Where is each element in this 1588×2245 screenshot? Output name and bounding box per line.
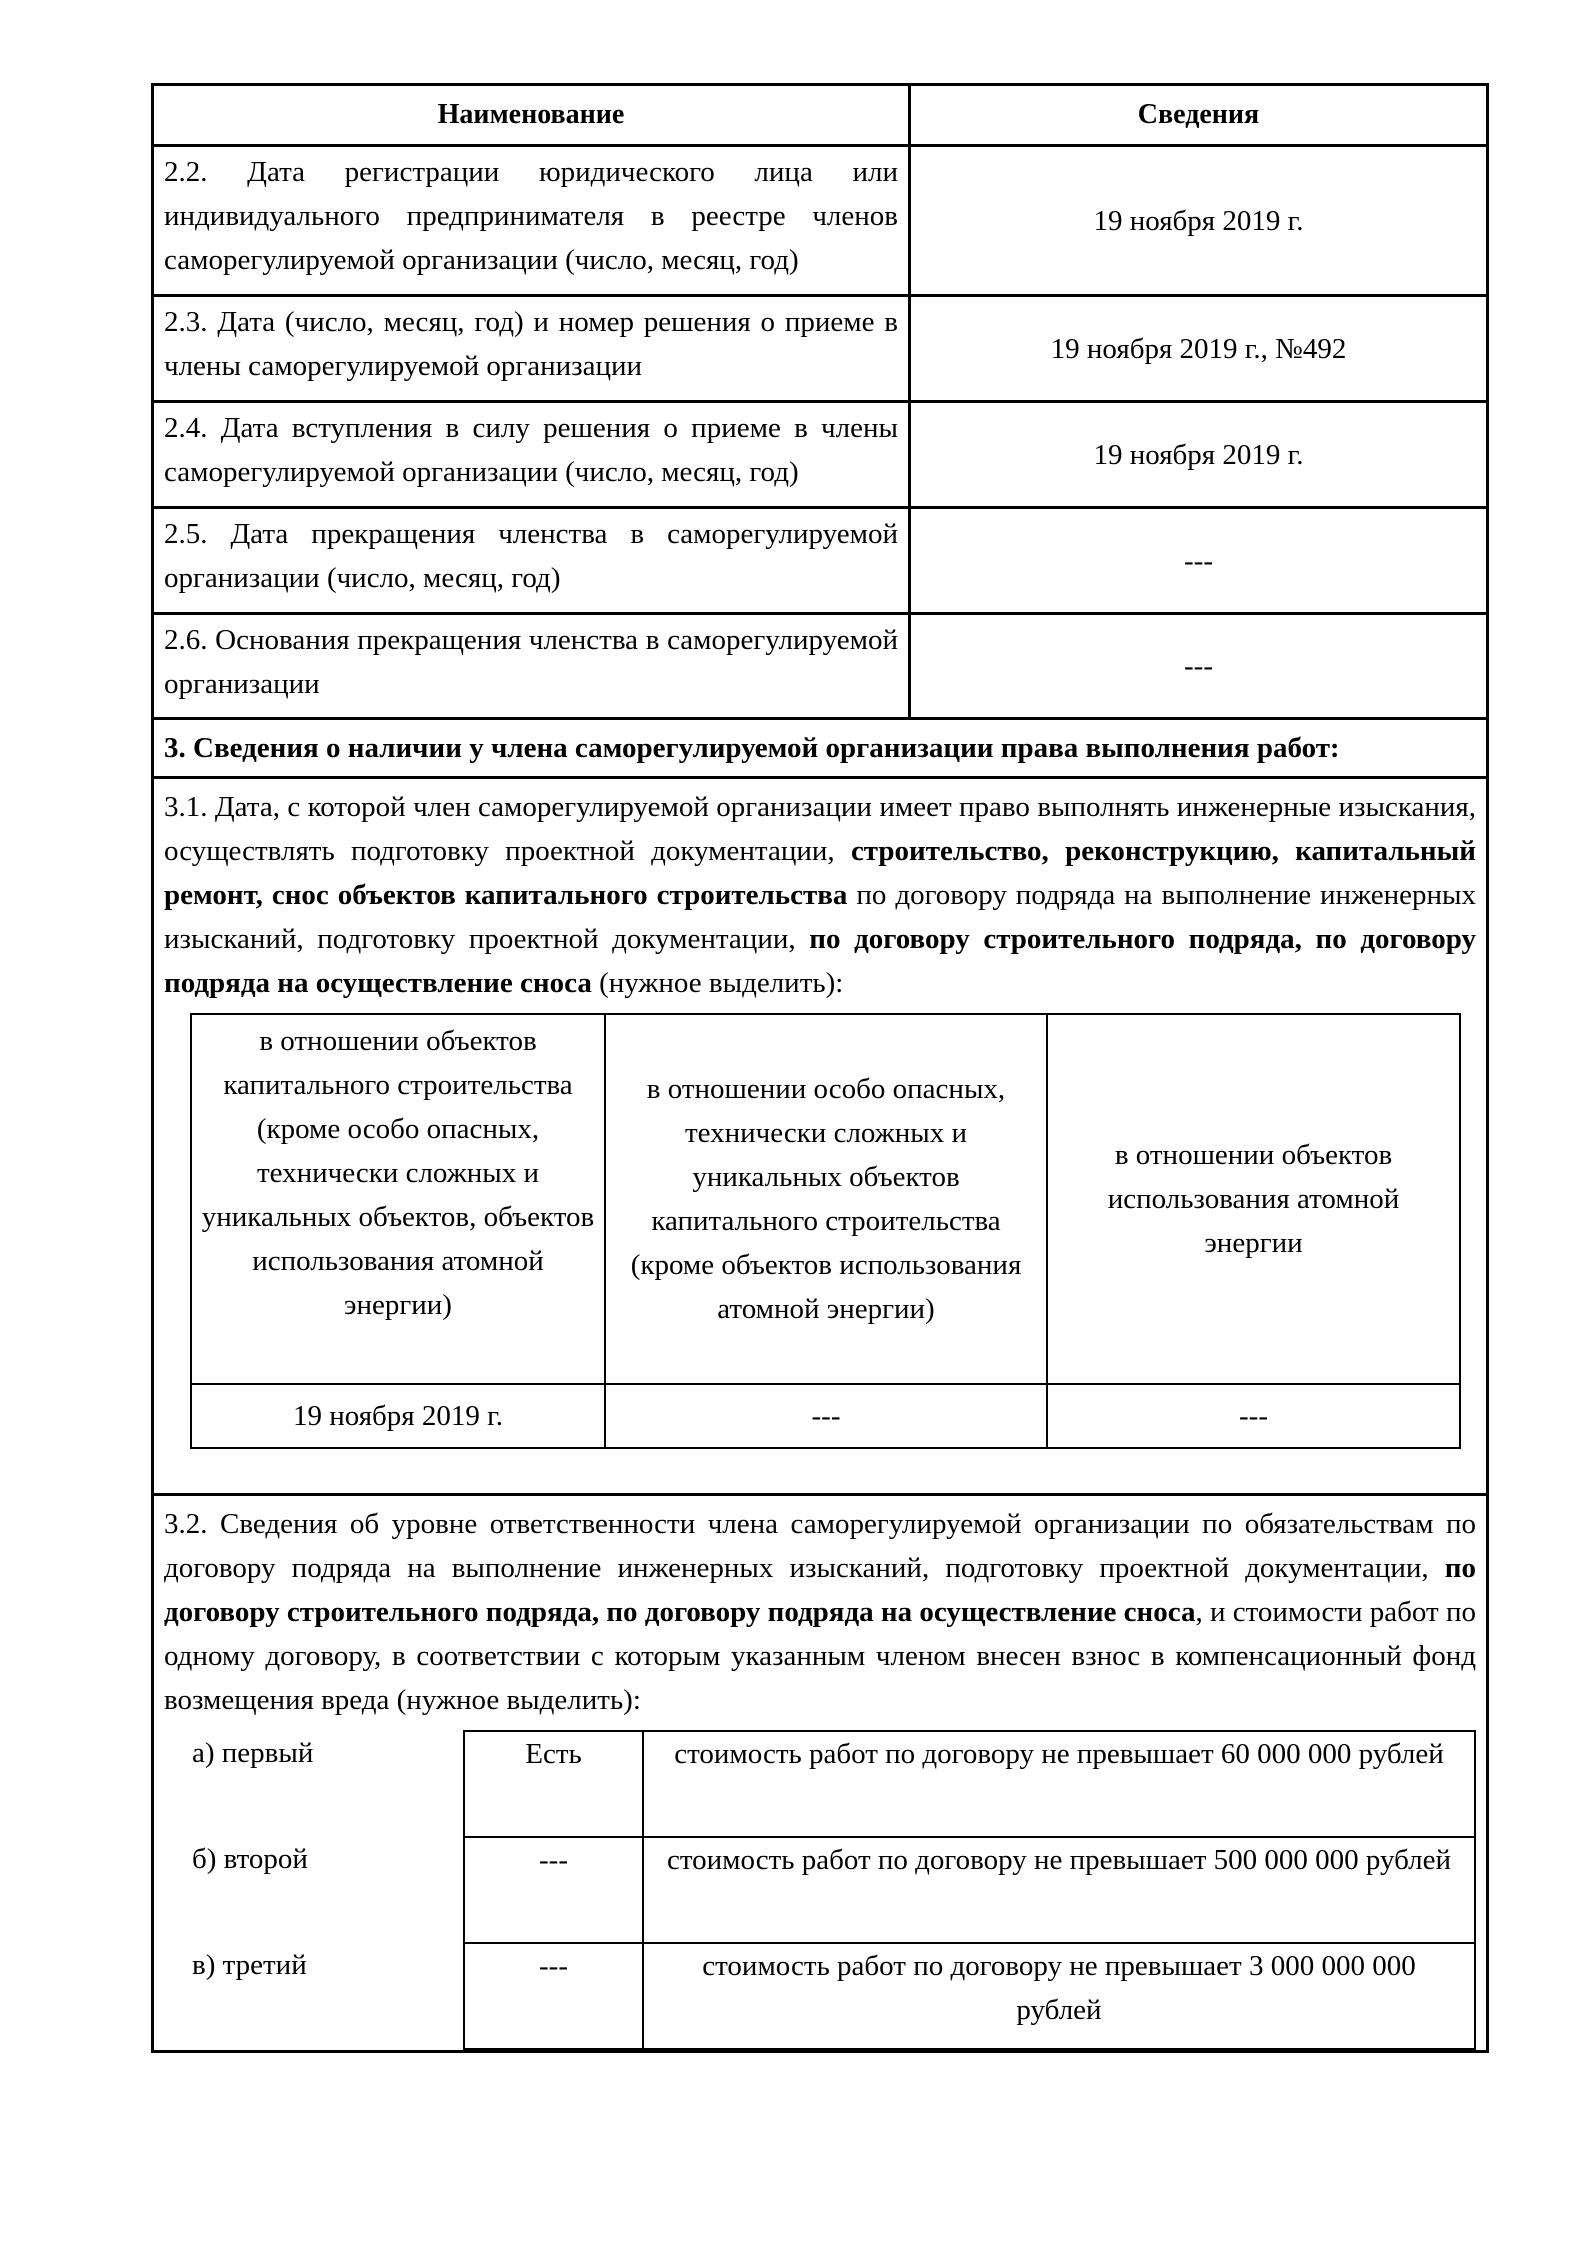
- bold-text: по договору строительного подряда, по договору подряда на осуществление сноса: [164, 923, 1476, 999]
- level-description: стоимость работ по договору не превышает 3 000 000 000 рублей: [643, 1943, 1475, 2049]
- level-description: стоимость работ по договору не превышает 500 000 000 рублей: [643, 1837, 1475, 1943]
- row-name-2-6: 2.6. Основания прекращения членства в саморегулируемой организации: [153, 614, 910, 719]
- liability-level-row: [174, 1837, 1475, 1943]
- row-value-2-6: ---: [910, 614, 1488, 719]
- table-row: [153, 296, 1488, 402]
- text: 3.2. Сведения об уровне ответственности члена саморегулируемой организации по обязательствам по договору подряда на выполнение инженерных изысканий, подготовку проектной документации,: [164, 1508, 1476, 1584]
- row-value-2-3: 19 ноября 2019 г., №492: [910, 296, 1488, 402]
- row-name-2-2: 2.2. Дата регистрации юридического лица или индивидуального предпринимателя в реестре членов саморегулируемой организации (число, месяц, год): [153, 146, 910, 296]
- header-row: [153, 85, 1488, 146]
- work-rights-header-row: [191, 1014, 1460, 1384]
- section-3-2-row: [153, 1495, 1488, 2052]
- section-3-1-paragraph: [164, 785, 1476, 1005]
- level-label: б) второй: [192, 1843, 308, 1875]
- column-header-name: Наименование: [153, 85, 910, 146]
- work-rights-value-hazardous: ---: [605, 1384, 1047, 1448]
- row-value-2-4: 19 ноября 2019 г.: [910, 402, 1488, 508]
- text: по договору подряда на выполнение инженерных изысканий, подготовку проектной документации,: [164, 879, 1476, 955]
- text: 3.1. Дата, с которой член саморегулируемой организации имеет право выполнять инженерные изыскания, осуществлять подготовку проектной документации,: [164, 791, 1476, 867]
- section-3-1-row: [153, 778, 1488, 1495]
- work-rights-value-general: 19 ноября 2019 г.: [191, 1384, 605, 1448]
- level-label: в) третий: [192, 1949, 307, 1981]
- level-label: а) первый: [192, 1737, 314, 1769]
- work-rights-value-row: [191, 1384, 1460, 1448]
- row-value-2-5: ---: [910, 508, 1488, 614]
- work-rights-header-general: в отношении объектов капитального строительства (кроме особо опасных, технически сложных и уникальных объектов, объектов использования атомной энергии): [191, 1014, 605, 1384]
- table-row: [153, 146, 1488, 296]
- work-rights-header-nuclear: в отношении объектов использования атомной энергии: [1047, 1014, 1460, 1384]
- row-name-2-5: 2.5. Дата прекращения членства в саморегулируемой организации (число, месяц, год): [153, 508, 910, 614]
- work-rights-table: [190, 1013, 1461, 1449]
- section-3-2-paragraph: [164, 1502, 1476, 1722]
- text: (нужное выделить):: [591, 967, 844, 999]
- bold-text: строительство, реконструкцию, капитальный ремонт, снос объектов капитального строительства: [164, 835, 1476, 911]
- liability-level-row: [174, 1943, 1475, 2049]
- row-value-2-2: 19 ноября 2019 г.: [910, 146, 1488, 296]
- section-3-2-cell: [153, 1495, 1488, 2052]
- liability-level-row: [174, 1731, 1475, 1837]
- section-3-1-cell: [153, 778, 1488, 1495]
- work-rights-header-hazardous: в отношении особо опасных, технически сложных и уникальных объектов капитального строительства (кроме объектов использования атомной энергии): [605, 1014, 1047, 1384]
- row-name-2-3: 2.3. Дата (число, месяц, год) и номер решения о приеме в члены саморегулируемой организации: [153, 296, 910, 402]
- liability-levels-table: [174, 1730, 1476, 2050]
- bold-text: по договору строительного подряда, по договору подряда на осуществление сноса: [164, 1552, 1476, 1628]
- table-row: [153, 402, 1488, 508]
- column-header-value: Сведения: [910, 85, 1488, 146]
- table-row: [153, 508, 1488, 614]
- row-name-2-4: 2.4. Дата вступления в силу решения о приеме в члены саморегулируемой организации (число, месяц, год): [153, 402, 910, 508]
- table-row: [153, 614, 1488, 719]
- level-mark: Есть: [464, 1731, 643, 1837]
- section-3-header-row: [153, 719, 1488, 778]
- level-mark: ---: [464, 1943, 643, 2049]
- level-description: стоимость работ по договору не превышает 60 000 000 рублей: [643, 1731, 1475, 1837]
- registry-extract-table: [151, 83, 1489, 2053]
- section-3-title: 3. Сведения о наличии у члена саморегулируемой организации права выполнения работ:: [153, 719, 1488, 778]
- level-mark: ---: [464, 1837, 643, 1943]
- text: , и стоимости работ по одному договору, в соответствии с которым указанным членом внесен взнос в компенсационный фонд возмещения вреда (нужное выделить):: [164, 1596, 1476, 1716]
- work-rights-value-nuclear: ---: [1047, 1384, 1460, 1448]
